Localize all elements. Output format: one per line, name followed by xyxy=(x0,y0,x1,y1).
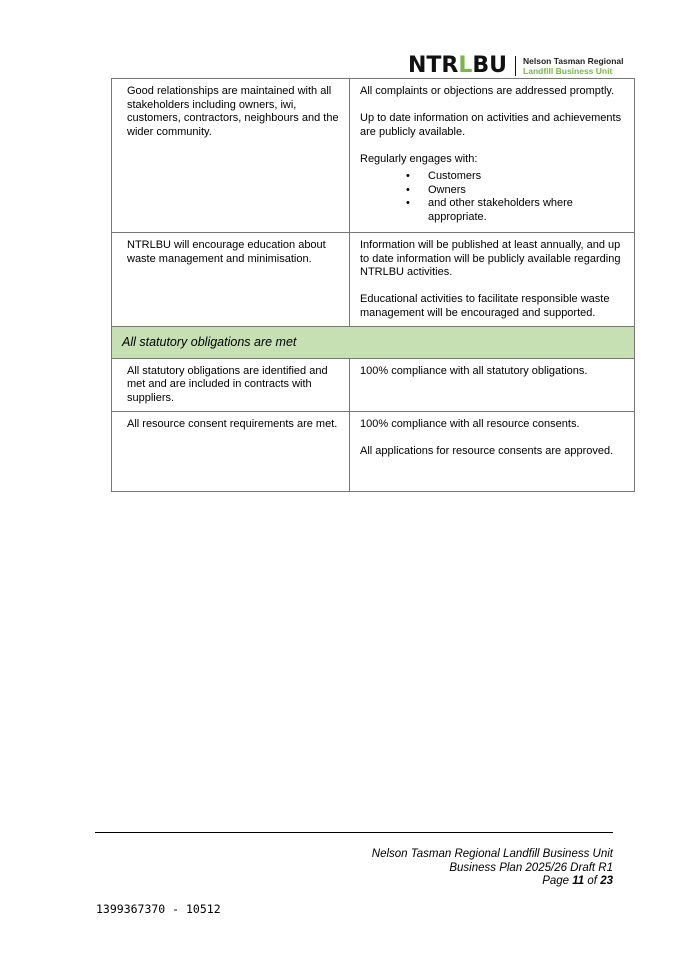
table-row xyxy=(112,412,635,492)
document-id: 1399367370 - 10512 xyxy=(96,902,221,916)
objective-cell: NTRLBU will encourage education about waste management and minimisation. xyxy=(112,233,350,327)
list-item: • Customers xyxy=(428,170,626,184)
footer-divider xyxy=(95,832,613,833)
list-item: • Owners xyxy=(428,184,626,198)
section-heading: All statutory obligations are met xyxy=(112,327,635,359)
measure-text: All complaints or objections are addressed promptly. xyxy=(360,85,615,97)
measure-text: All applications for resource consents are approved. xyxy=(360,445,614,457)
measure-text: 100% compliance with all resource consents. xyxy=(360,418,580,430)
measure-cell xyxy=(350,233,635,327)
page-number: Page 11 of 23 xyxy=(542,875,613,887)
logo-line1: Nelson Tasman Regional xyxy=(523,56,624,66)
ntrlbu-logo xyxy=(408,54,623,78)
page-footer xyxy=(372,848,613,889)
objective-cell: All statutory obligations are identified and met and are included in contracts with suppliers. xyxy=(112,358,350,412)
logo-wordmark: NTRLBU xyxy=(408,53,508,78)
measure-cell xyxy=(350,79,635,233)
measure-text: Educational activities to facilitate responsible waste management will be encouraged and supported. xyxy=(360,293,610,319)
objective-cell: All resource consent requirements are met. xyxy=(112,412,350,492)
table-row xyxy=(112,233,635,327)
stakeholder-list xyxy=(360,170,626,224)
logo-divider xyxy=(515,56,516,76)
measure-cell xyxy=(350,412,635,492)
section-heading-row xyxy=(112,327,635,359)
logo-line2: Landfill Business Unit xyxy=(523,66,613,76)
objective-cell: Good relationships are maintained with all stakeholders including owners, iwi, customers, contractors, neighbours and the wider community. xyxy=(112,79,350,233)
footer-org: Nelson Tasman Regional Landfill Business Unit xyxy=(371,848,613,860)
table-row xyxy=(112,79,635,233)
measure-cell xyxy=(350,358,635,412)
footer-doc-title: Business Plan 2025/26 Draft R1 xyxy=(449,861,613,874)
measure-text: Up to date information on activities and achievements are publicly available. xyxy=(360,112,622,138)
measure-text: Information will be published at least annually, and up to date information will be publicly available regarding NTRLBU activities. xyxy=(360,239,621,278)
measure-text: Regularly engages with: xyxy=(360,152,478,165)
objectives-table xyxy=(111,78,635,492)
measure-text: 100% compliance with all statutory obligations. xyxy=(360,364,588,377)
logo-text xyxy=(523,56,623,76)
list-item: • and other stakeholders where appropriate. xyxy=(428,197,626,224)
table-row xyxy=(112,358,635,412)
